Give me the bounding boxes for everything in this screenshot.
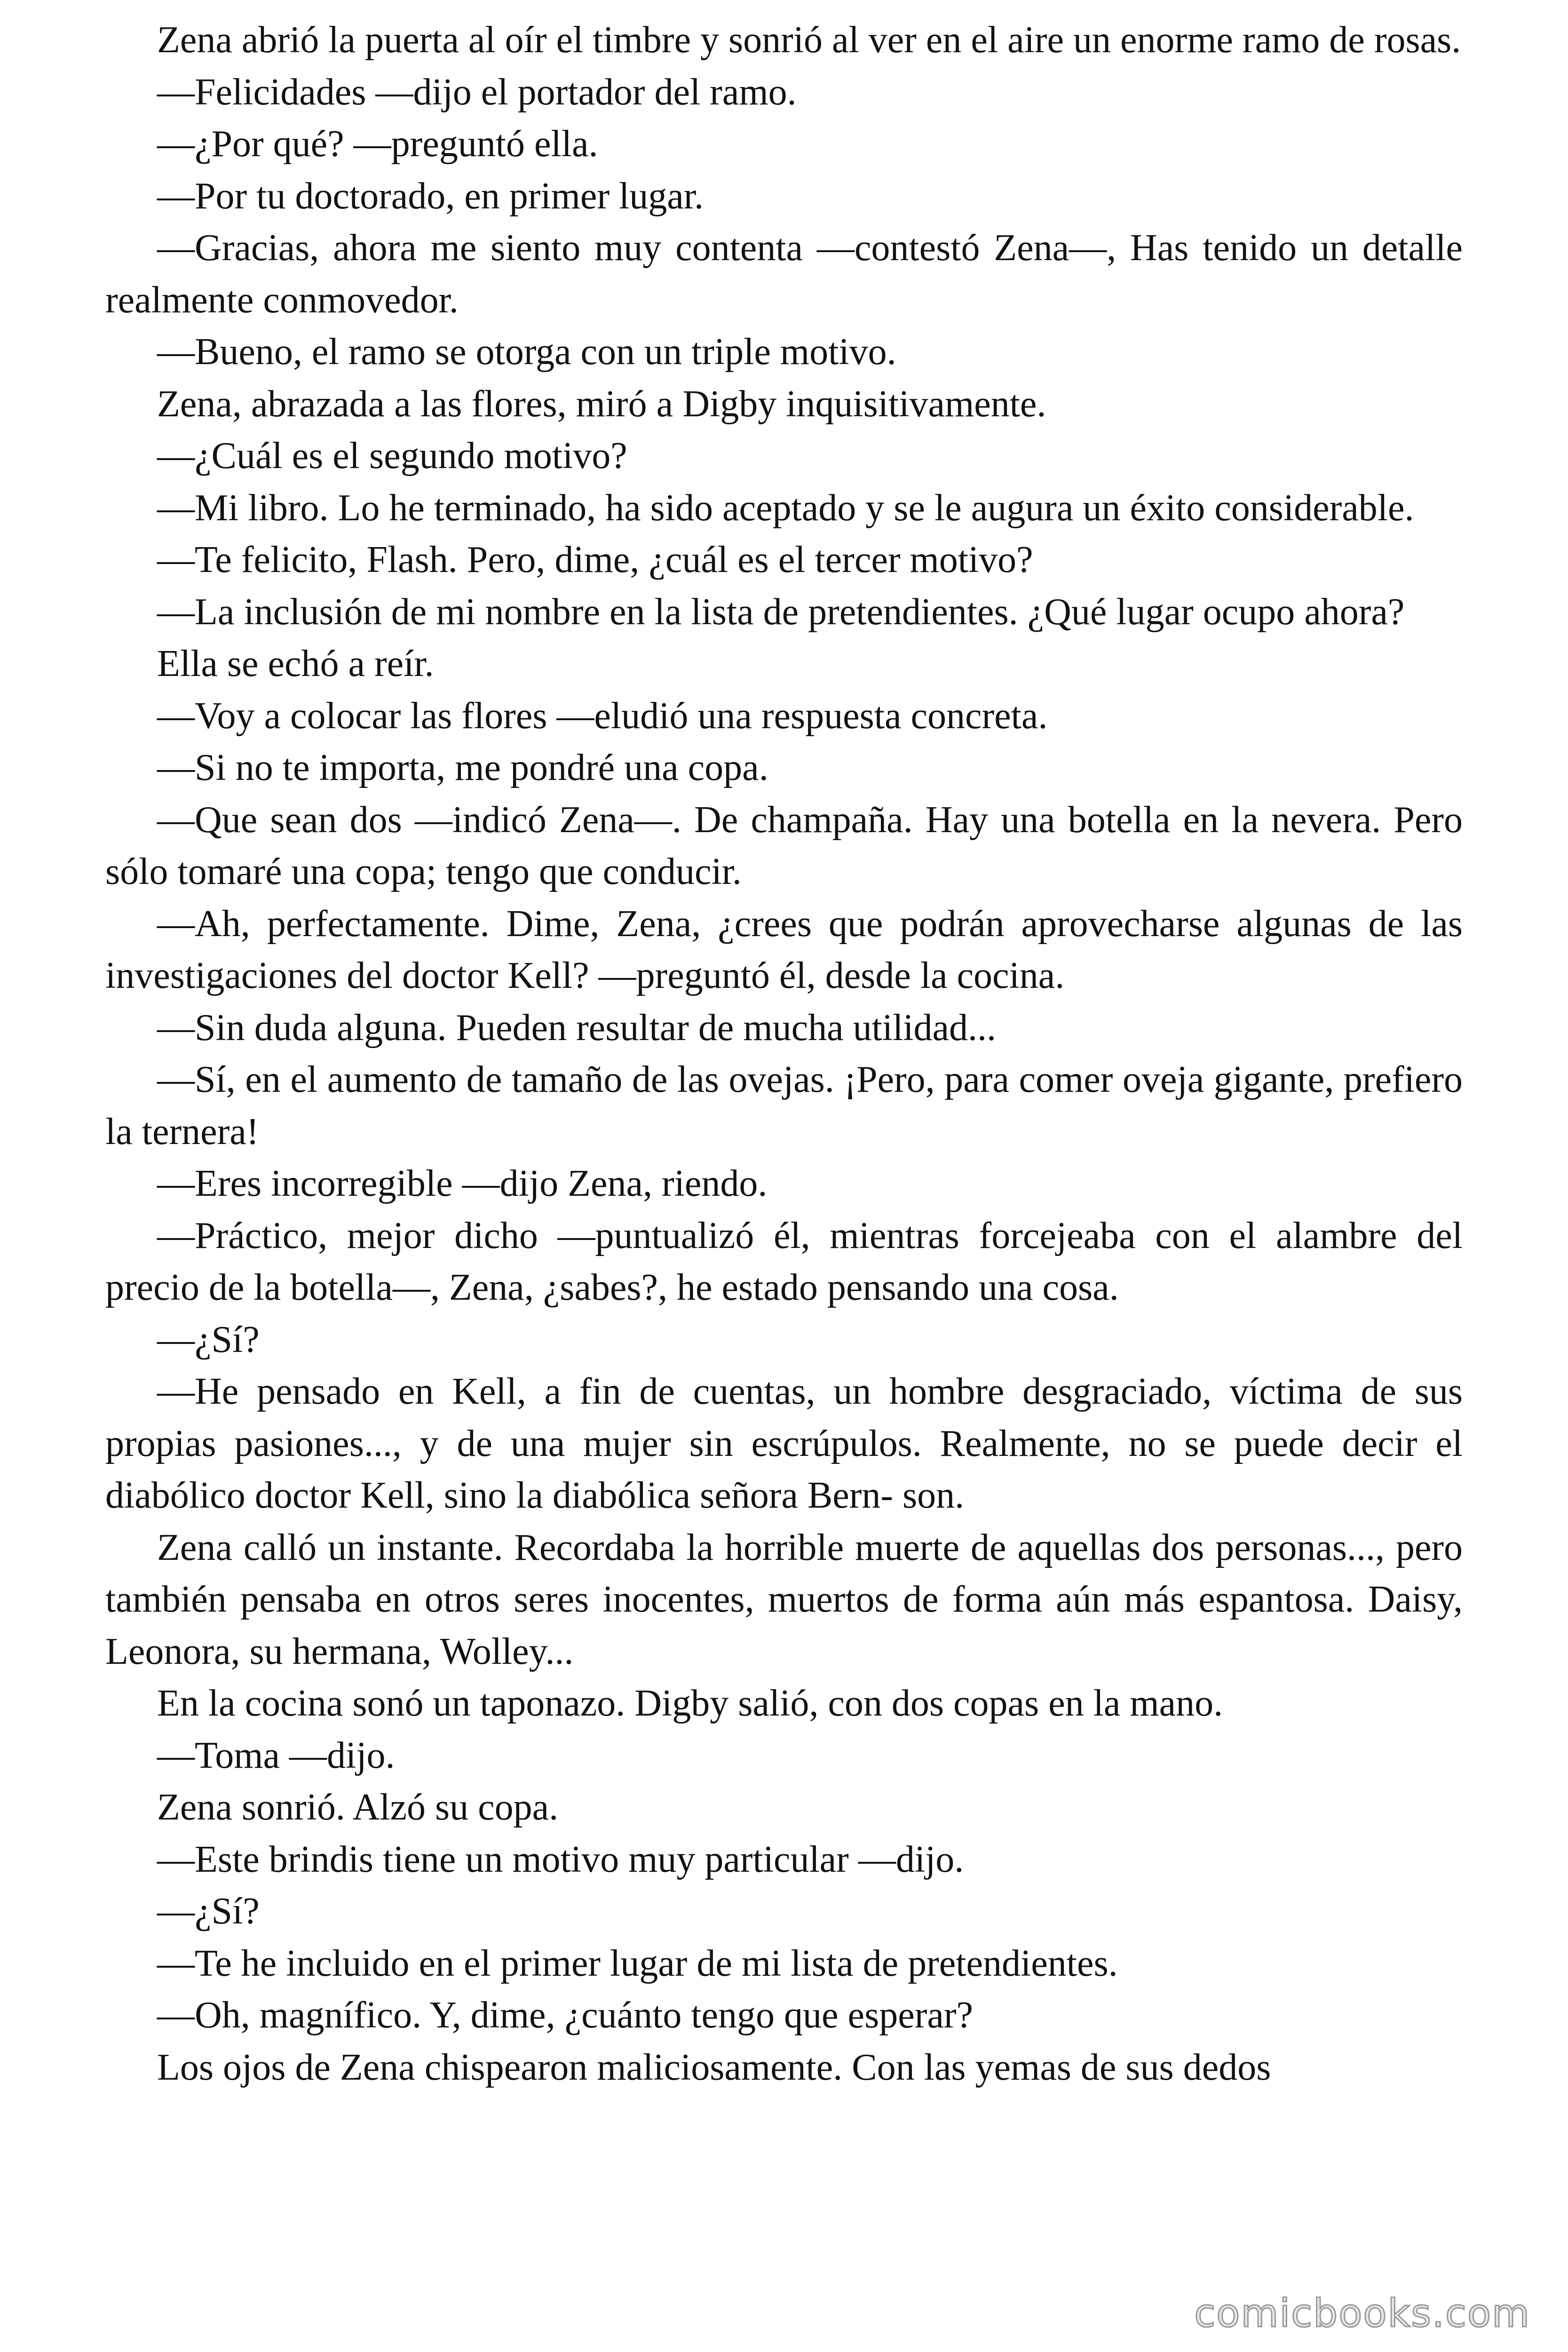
- paragraph: —¿Sí?: [157, 1891, 260, 1932]
- paragraph: —¿Cuál es el segundo motivo?: [157, 435, 627, 477]
- paragraph: —Si no te importa, me pondré una copa.: [157, 747, 768, 788]
- paragraph: Los ojos de Zena chispearon maliciosamente. Con las yemas de sus dedos: [157, 2046, 1271, 2088]
- paragraph: —Mi libro. Lo he terminado, ha sido aceptado y se le augura un éxito considerable.: [157, 487, 1414, 529]
- paragraph: Zena sonrió. Alzó su copa.: [157, 1787, 559, 1828]
- paragraph: —Bueno, el ramo se otorga con un triple motivo.: [157, 331, 896, 373]
- paragraph: Zena, abrazada a las flores, miró a Digby inquisitivamente.: [157, 383, 1046, 425]
- paragraph: —Que sean dos —indicó Zena—. De champaña. Hay una botella en la nevera. Pero sólo tomaré una copa; tengo que conducir.: [105, 799, 1463, 892]
- paragraph: Zena abrió la puerta al oír el timbre y sonrió al ver en el aire un enorme ramo de rosas.: [157, 19, 1461, 61]
- paragraph: En la cocina sonó un taponazo. Digby salió, con dos copas en la mano.: [157, 1683, 1223, 1724]
- paragraph: Ella se echó a reír.: [157, 643, 434, 684]
- paragraph: —¿Por qué? —preguntó ella.: [157, 123, 598, 165]
- paragraph: —Gracias, ahora me siento muy contenta —contestó Zena—, Has tenido un detalle realmente conmovedor.: [105, 227, 1463, 321]
- paragraph: —Ah, perfectamente. Dime, Zena, ¿crees que podrán aprovecharse algunas de las investigaciones del doctor Kell? —preguntó él, desde la cocina.: [105, 903, 1463, 996]
- paragraph: —¿Sí?: [157, 1319, 260, 1360]
- paragraph: —Este brindis tiene un motivo muy particular —dijo.: [157, 1838, 964, 1880]
- paragraph: —Toma —dijo.: [157, 1734, 395, 1776]
- paragraph: —Sí, en el aumento de tamaño de las ovejas. ¡Pero, para comer oveja gigante, prefiero la ternera!: [105, 1059, 1463, 1152]
- body-text: [105, 14, 1463, 2093]
- paragraph: —Te felicito, Flash. Pero, dime, ¿cuál es el tercer motivo?: [157, 539, 1033, 580]
- paragraph: —Felicidades —dijo el portador del ramo.: [157, 71, 797, 113]
- paragraph: —Voy a colocar las flores —eludió una respuesta concreta.: [157, 695, 1048, 737]
- paragraph: —He pensado en Kell, a fin de cuentas, un hombre desgraciado, víctima de sus propias pasiones..., y de una mujer sin escrúpulos. Realmente, no se puede decir el diabólico doctor Kell, sino la diabólica señora Bern- son.: [105, 1371, 1463, 1516]
- paragraph: —Oh, magnífico. Y, dime, ¿cuánto tengo que esperar?: [157, 1994, 973, 2036]
- paragraph: Zena calló un instante. Recordaba la horrible muerte de aquellas dos personas..., pero también pensaba en otros seres inocentes, muertos de forma aún más espantosa. Daisy, Leonora, su hermana, Wolley...: [105, 1526, 1463, 1672]
- paragraph: —Te he incluido en el primer lugar de mi lista de pretendientes.: [157, 1942, 1118, 1984]
- paragraph: —Sin duda alguna. Pueden resultar de mucha utilidad...: [157, 1007, 997, 1049]
- paragraph: —Eres incorregible —dijo Zena, riendo.: [157, 1163, 768, 1204]
- paragraph: —La inclusión de mi nombre en la lista de pretendientes. ¿Qué lugar ocupo ahora?: [157, 591, 1405, 633]
- watermark: comicbooks.com: [1194, 2291, 1530, 2336]
- paragraph: —Práctico, mejor dicho —puntualizó él, mientras forcejeaba con el alambre del precio de la botella—, Zena, ¿sabes?, he estado pensando una cosa.: [105, 1215, 1463, 1308]
- paragraph: —Por tu doctorado, en primer lugar.: [157, 175, 704, 217]
